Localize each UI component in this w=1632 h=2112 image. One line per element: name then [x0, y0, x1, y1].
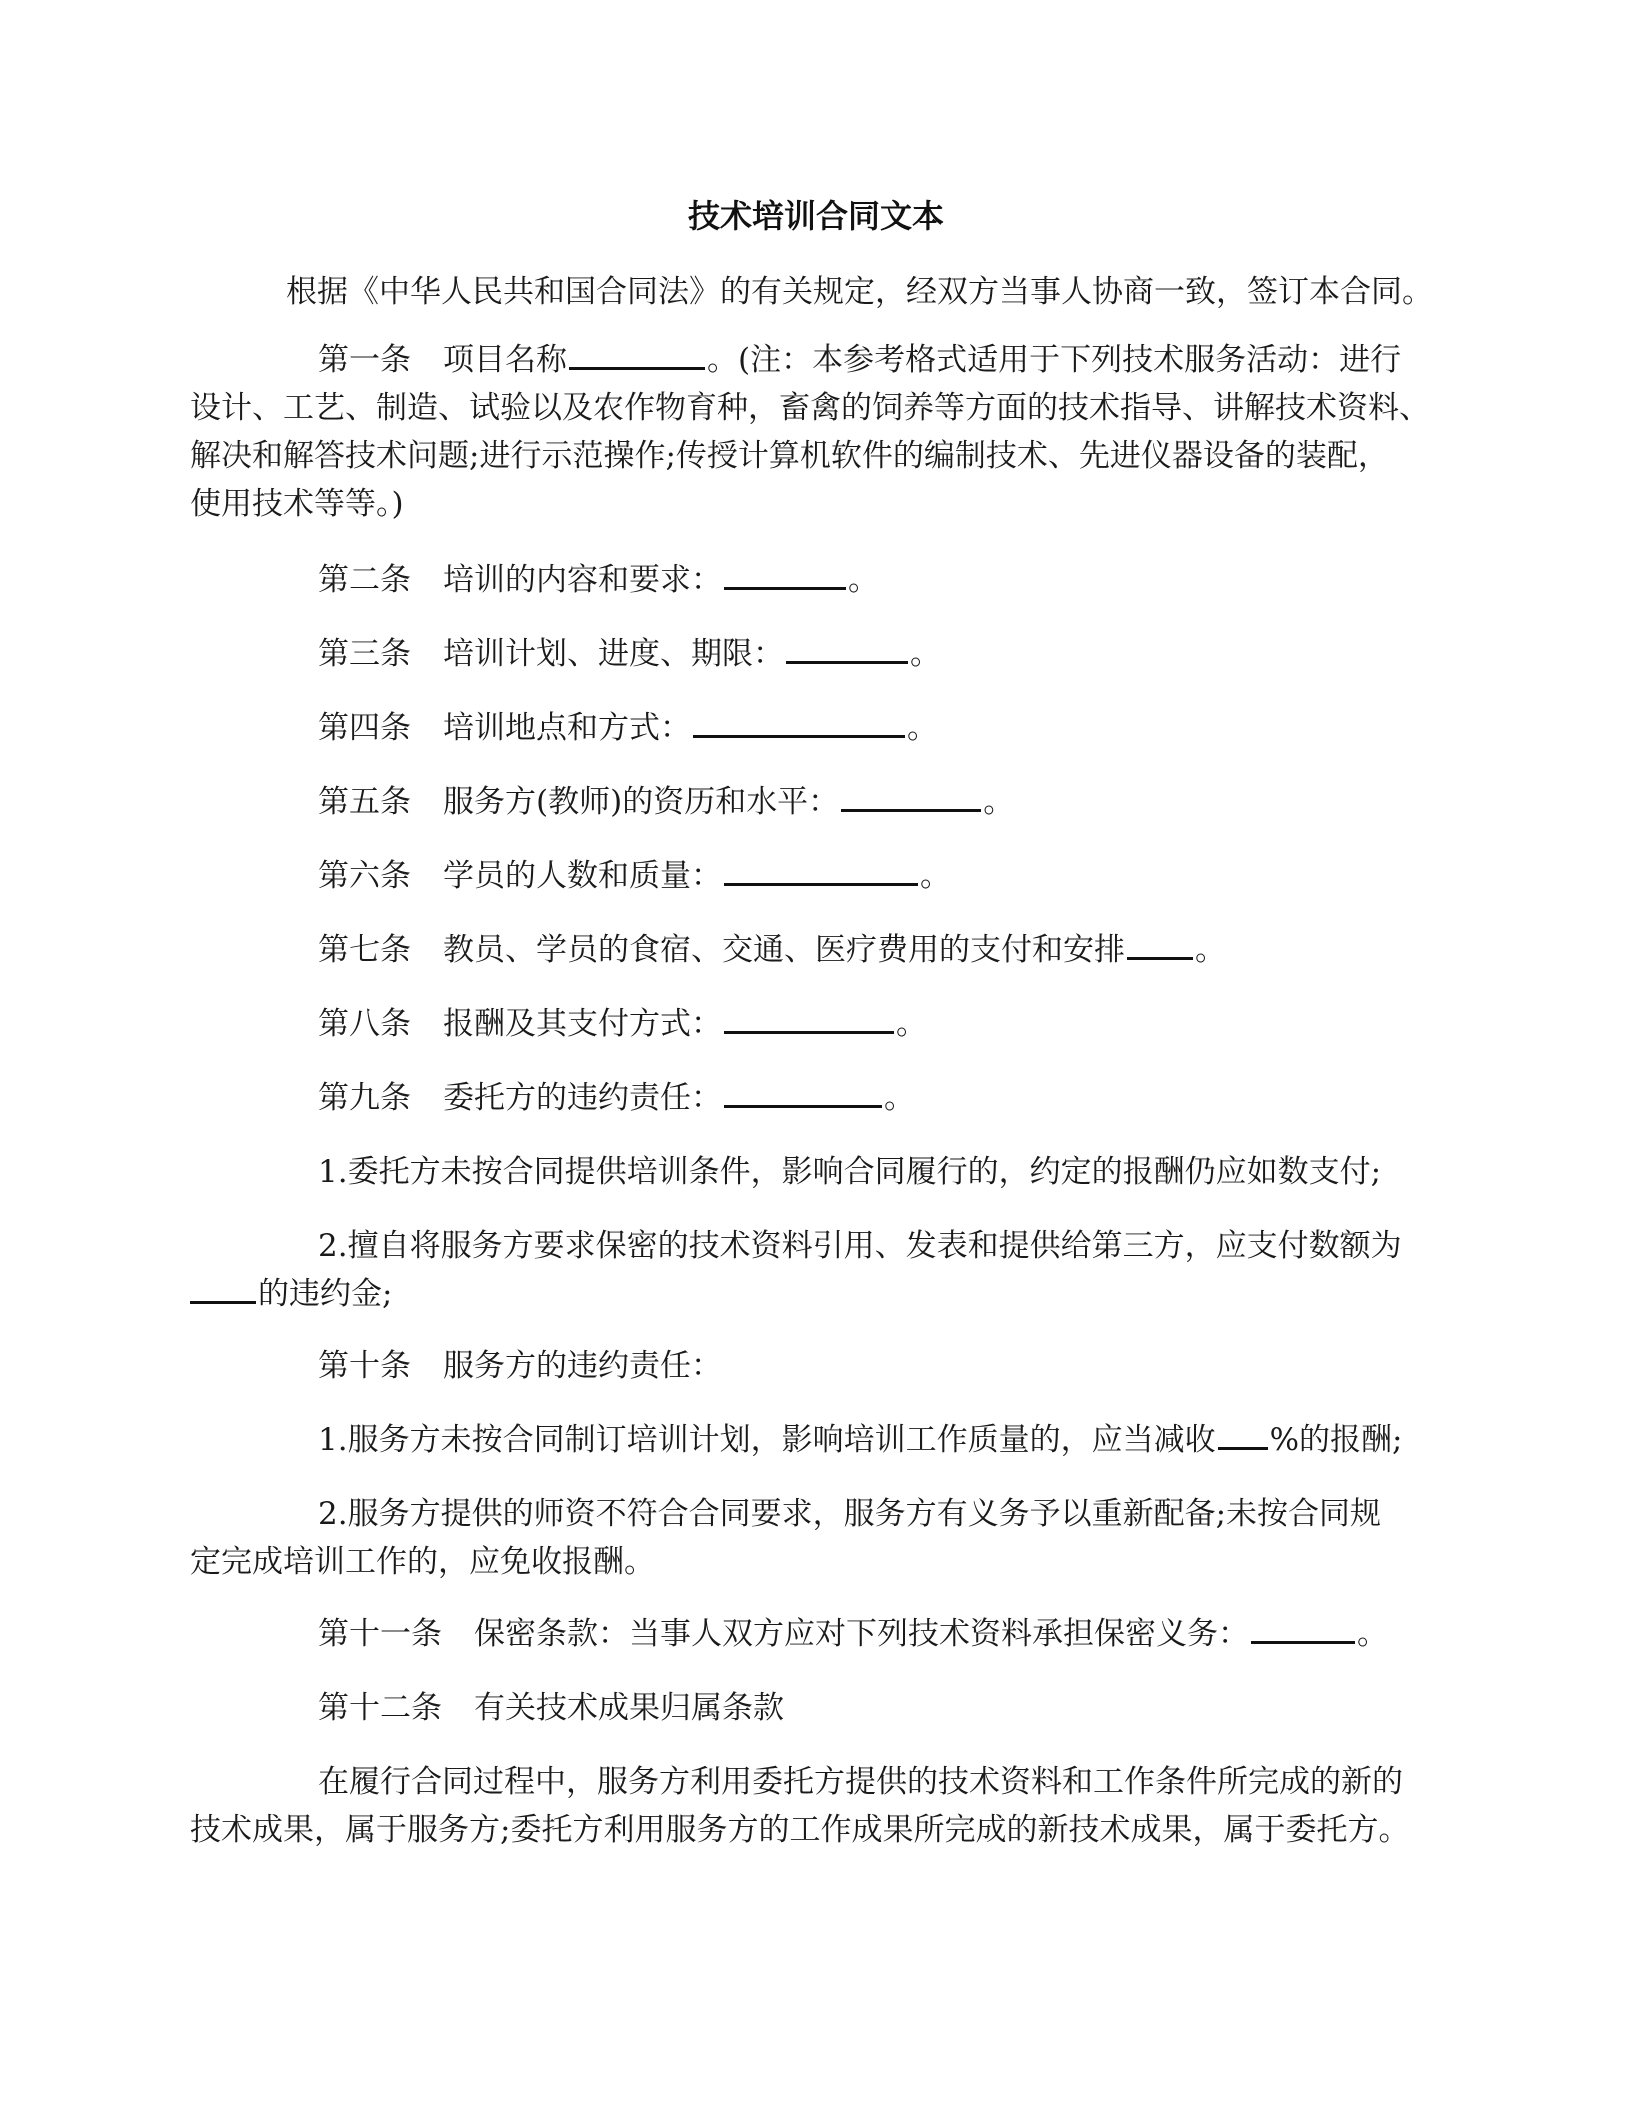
teacher-qualification-blank[interactable] — [841, 779, 981, 812]
expenses-arrangement-blank[interactable] — [1127, 927, 1193, 960]
article-5-end: 。 — [983, 784, 1015, 820]
article-12-paragraph-line-1: 在履行合同过程中，服务方利用委托方提供的技术资料和工作条件所完成的新的 — [318, 1764, 1403, 1800]
article-10-item-1-text-b: %的报酬; — [1269, 1422, 1403, 1458]
article-12-label: 第十二条 — [318, 1690, 442, 1726]
article-11-label: 第十一条 — [318, 1616, 442, 1652]
article-9-end: 。 — [884, 1080, 915, 1116]
article-12 — [190, 1684, 1450, 1732]
document-title: 技术培训合同文本 — [687, 197, 944, 235]
article-6-line — [190, 852, 1450, 900]
article-3 — [190, 630, 1450, 678]
training-location-blank[interactable] — [693, 705, 905, 738]
payment-method-blank[interactable] — [724, 1001, 894, 1034]
penalty-amount-blank[interactable] — [190, 1271, 256, 1304]
article-7 — [190, 926, 1450, 974]
article-4 — [190, 704, 1450, 752]
article-9-label: 第九条 — [318, 1080, 411, 1116]
article-7-end: 。 — [1195, 932, 1226, 968]
article-9-line — [190, 1074, 1450, 1122]
article-10-item-2 — [190, 1490, 1450, 1586]
article-4-end: 。 — [907, 710, 938, 746]
article-4-label: 第四条 — [318, 710, 411, 746]
article-9-item-2 — [190, 1222, 1450, 1318]
article-12-paragraph-line-2: 技术成果，属于服务方;委托方利用服务方的工作成果所完成的新技术成果，属于委托方。 — [190, 1812, 1410, 1848]
article-4-text: 培训地点和方式： — [443, 710, 691, 746]
article-4-line — [190, 704, 1450, 752]
article-1-text-a: 项目名称 — [443, 342, 567, 378]
article-9-item-2-end: 的违约金; — [258, 1276, 393, 1312]
article-1-line-1 — [190, 336, 1450, 384]
article-1-line-2: 设计、工艺、制造、试验以及农作物育种，畜禽的饲养等方面的技术指导、讲解技术资料、 — [190, 390, 1430, 426]
article-5 — [190, 778, 1450, 826]
article-6 — [190, 852, 1450, 900]
article-10-text: 服务方的违约责任： — [443, 1348, 722, 1384]
intro-paragraph — [190, 268, 1450, 316]
article-2-line — [190, 556, 1450, 604]
article-5-text: 服务方(教师)的资历和水平： — [443, 784, 840, 820]
article-9-text: 委托方的违约责任： — [443, 1080, 722, 1116]
article-8-text: 报酬及其支付方式： — [443, 1006, 722, 1042]
article-11-end: 。 — [1357, 1616, 1388, 1652]
article-11-line — [190, 1610, 1450, 1658]
article-3-line — [190, 630, 1450, 678]
article-10-item-1-text-a: 1.服务方未按合同制订培训计划，影响培训工作质量的，应当减收 — [318, 1422, 1216, 1458]
article-1-label: 第一条 — [318, 342, 411, 378]
article-6-end: 。 — [920, 858, 951, 894]
article-11 — [190, 1610, 1450, 1658]
article-8-label: 第八条 — [318, 1006, 411, 1042]
training-plan-blank[interactable] — [786, 631, 908, 664]
article-6-label: 第六条 — [318, 858, 411, 894]
article-7-text: 教员、学员的食宿、交通、医疗费用的支付和安排 — [443, 932, 1125, 968]
article-3-label: 第三条 — [318, 636, 411, 672]
article-10-item-2-line-2: 定完成培训工作的，应免收报酬。 — [190, 1544, 655, 1580]
article-1-line-4: 使用技术等等。) — [190, 486, 404, 522]
article-10-line — [190, 1342, 1450, 1390]
article-10-item-1 — [190, 1416, 1450, 1464]
article-7-line — [190, 926, 1450, 974]
project-name-blank[interactable] — [569, 337, 705, 370]
reduction-percent-blank[interactable] — [1218, 1417, 1268, 1450]
article-8 — [190, 1000, 1450, 1048]
article-10-item-1-line — [190, 1416, 1450, 1464]
confidential-materials-blank[interactable] — [1251, 1611, 1355, 1644]
article-5-label: 第五条 — [318, 784, 411, 820]
article-12-line — [190, 1684, 1450, 1732]
article-2-text: 培训的内容和要求： — [443, 562, 722, 598]
article-10-label: 第十条 — [318, 1348, 411, 1384]
article-3-end: 。 — [910, 636, 941, 672]
article-7-label: 第七条 — [318, 932, 411, 968]
article-8-line — [190, 1000, 1450, 1048]
article-2 — [190, 556, 1450, 604]
article-8-end: 。 — [896, 1006, 927, 1042]
training-content-blank[interactable] — [724, 557, 846, 590]
article-1 — [190, 336, 1450, 528]
article-9 — [190, 1074, 1450, 1122]
article-1-text-b: 。(注：本参考格式适用于下列技术服务活动：进行 — [707, 342, 1402, 378]
article-2-label: 第二条 — [318, 562, 411, 598]
article-6-text: 学员的人数和质量： — [443, 858, 722, 894]
article-12-paragraph — [190, 1758, 1450, 1854]
article-9-item-2-line-1: 2.擅自将服务方要求保密的技术资料引用、发表和提供给第三方，应支付数额为 — [318, 1228, 1402, 1264]
article-10 — [190, 1342, 1450, 1390]
article-9-item-2-line-2 — [190, 1270, 1450, 1318]
article-2-end: 。 — [848, 562, 879, 598]
client-liability-blank[interactable] — [724, 1075, 882, 1108]
article-9-item-1 — [190, 1148, 1450, 1196]
article-1-line-3: 解决和解答技术问题;进行示范操作;传授计算机软件的编制技术、先进仪器设备的装配， — [190, 438, 1389, 474]
article-12-text: 有关技术成果归属条款 — [474, 1690, 784, 1726]
article-9-item-1-text: 1.委托方未按合同提供培训条件，影响合同履行的，约定的报酬仍应如数支付; — [318, 1154, 1382, 1190]
article-3-text: 培训计划、进度、期限： — [443, 636, 784, 672]
trainee-count-blank[interactable] — [724, 853, 918, 886]
article-11-text: 保密条款：当事人双方应对下列技术资料承担保密义务： — [474, 1616, 1249, 1652]
article-10-item-2-line-1: 2.服务方提供的师资不符合合同要求，服务方有义务予以重新配备;未按合同规 — [318, 1496, 1382, 1532]
intro-text: 根据《中华人民共和国合同法》的有关规定，经双方当事人协商一致，签订本合同。 — [286, 274, 1433, 310]
article-5-line — [190, 778, 1450, 826]
